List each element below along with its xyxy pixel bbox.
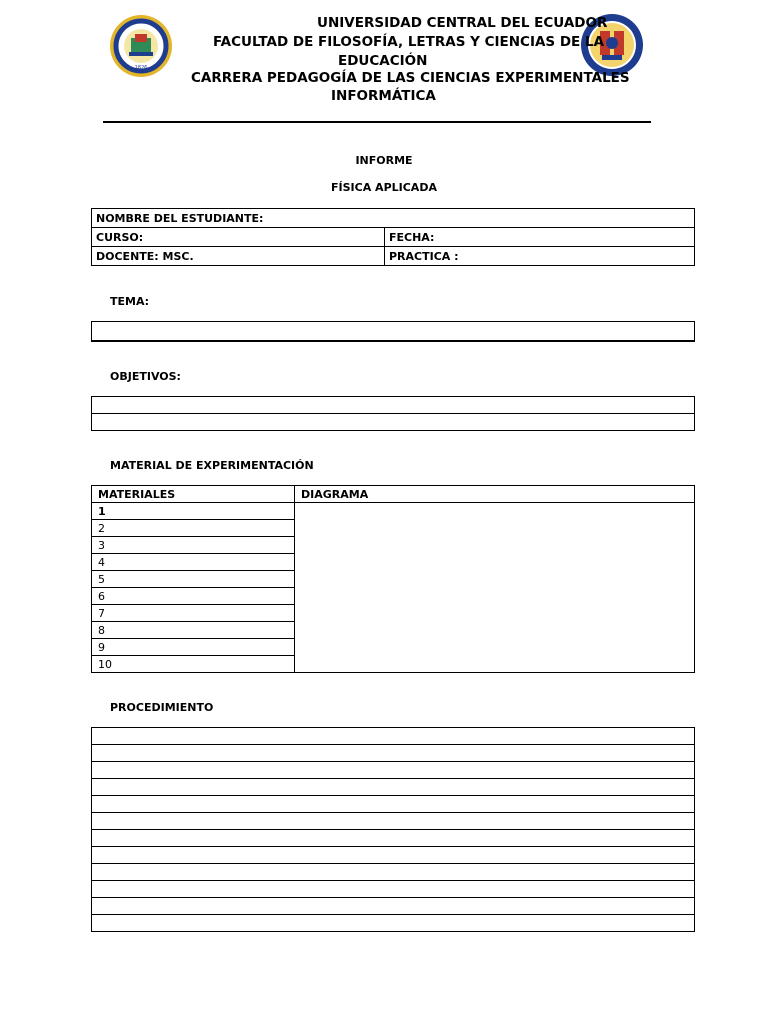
objetivo-line[interactable] — [92, 397, 695, 414]
procedimiento-line[interactable] — [92, 898, 695, 915]
diagram-area[interactable] — [295, 503, 695, 673]
svg-text:1826: 1826 — [134, 65, 148, 71]
material-row-number[interactable]: 10 — [92, 656, 295, 673]
objetivo-line[interactable] — [92, 414, 695, 431]
student-name-field[interactable]: NOMBRE DEL ESTUDIANTE: — [92, 209, 695, 228]
student-info-table — [91, 208, 695, 266]
material-row-number[interactable]: 6 — [92, 588, 295, 605]
header-career: CARRERA PEDAGOGÍA DE LAS CIENCIAS EXPERIMENTALES — [191, 70, 630, 86]
material-row-number[interactable]: 8 — [92, 622, 295, 639]
procedimiento-line[interactable] — [92, 796, 695, 813]
header-specialty: INFORMÁTICA — [331, 88, 436, 104]
teacher-field[interactable]: DOCENTE: MSC. — [92, 247, 385, 266]
tema-label: TEMA: — [110, 295, 150, 308]
objetivos-label: OBJETIVOS: — [110, 370, 181, 383]
procedimiento-line[interactable] — [92, 762, 695, 779]
procedimiento-line[interactable] — [92, 745, 695, 762]
university-seal-logo — [109, 14, 173, 82]
material-row-number[interactable]: 1 — [92, 503, 295, 520]
materials-header: MATERIALES — [92, 486, 295, 503]
course-field[interactable]: CURSO: — [92, 228, 385, 247]
material-row-number[interactable]: 5 — [92, 571, 295, 588]
procedimiento-line[interactable] — [92, 830, 695, 847]
procedimiento-line[interactable] — [92, 915, 695, 932]
material-row-number[interactable]: 2 — [92, 520, 295, 537]
date-field[interactable]: FECHA: — [385, 228, 695, 247]
material-label: MATERIAL DE EXPERIMENTACIÓN — [110, 459, 314, 472]
procedimiento-line[interactable] — [92, 881, 695, 898]
tema-field[interactable] — [91, 321, 695, 342]
procedimiento-line[interactable] — [92, 779, 695, 796]
material-row-number[interactable]: 7 — [92, 605, 295, 622]
diagram-header: DIAGRAMA — [295, 486, 695, 503]
procedimiento-line[interactable] — [92, 847, 695, 864]
procedimiento-line[interactable] — [92, 813, 695, 830]
header-faculty: FACULTAD DE FILOSOFÍA, LETRAS Y CIENCIAS DE LA — [213, 34, 605, 50]
doc-title: INFORME — [355, 154, 413, 167]
procedimiento-label: PROCEDIMIENTO — [110, 701, 214, 714]
doc-subtitle: FÍSICA APLICADA — [331, 181, 437, 194]
procedimiento-line[interactable] — [92, 728, 695, 745]
procedimiento-table — [91, 727, 695, 932]
practice-field[interactable]: PRACTICA : — [385, 247, 695, 266]
material-row-number[interactable]: 9 — [92, 639, 295, 656]
header-university: UNIVERSIDAD CENTRAL DEL ECUADOR — [317, 15, 608, 31]
materials-table — [91, 485, 695, 673]
header-faculty-cont: EDUCACIÓN — [338, 53, 428, 69]
material-row-number[interactable]: 4 — [92, 554, 295, 571]
material-row-number[interactable]: 3 — [92, 537, 295, 554]
header-divider — [103, 121, 651, 123]
procedimiento-line[interactable] — [92, 864, 695, 881]
objetivos-table — [91, 396, 695, 431]
